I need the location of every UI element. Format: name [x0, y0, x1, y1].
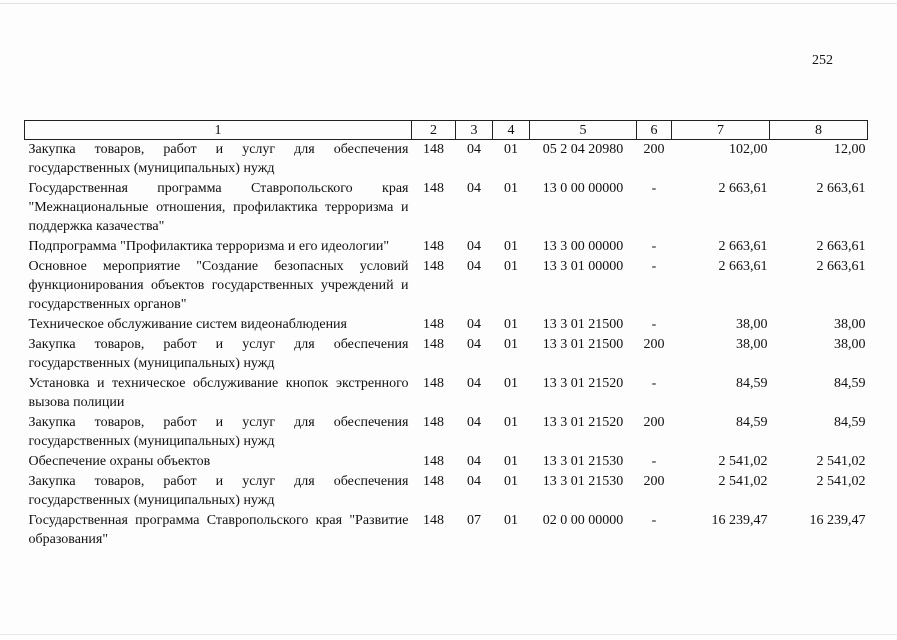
header-cell: 3	[456, 121, 493, 140]
cell-target-article: 13 0 00 00000	[542, 181, 624, 196]
cell-amount-2: 2 663,61	[816, 181, 866, 196]
cell-amount-1: 38,00	[736, 317, 768, 332]
row-name: Установка и техническое обслуживание кнопок экстренного вызова полиции	[28, 376, 409, 410]
cell-section: 04	[467, 239, 481, 254]
cell-section: 04	[467, 181, 481, 196]
header-cell: 7	[672, 121, 770, 140]
row-name: Закупка товаров, работ и услуг для обеспечения государственных (муниципальных) нужд	[28, 337, 409, 371]
cell-ministry: 148	[423, 513, 444, 528]
cell-ministry: 148	[423, 259, 444, 274]
cell-subsection: 01	[504, 454, 518, 469]
cell-section: 04	[467, 142, 481, 157]
cell-amount-2: 38,00	[834, 317, 866, 332]
cell-ministry: 148	[423, 474, 444, 489]
cell-amount-2: 38,00	[834, 337, 866, 352]
cell-amount-2: 2 541,02	[816, 454, 866, 469]
cell-expense-type: -	[651, 239, 657, 254]
table-row	[25, 140, 868, 180]
cell-amount-1: 2 541,02	[718, 454, 768, 469]
cell-expense-type: 200	[643, 474, 665, 489]
cell-amount-1: 102,00	[729, 142, 768, 157]
cell-subsection: 01	[504, 376, 518, 391]
cell-ministry: 148	[423, 317, 444, 332]
cell-target-article: 13 3 01 21500	[542, 317, 624, 332]
cell-amount-2: 12,00	[834, 142, 866, 157]
cell-section: 04	[467, 259, 481, 274]
cell-expense-type: -	[651, 259, 657, 274]
row-name: Закупка товаров, работ и услуг для обеспечения государственных (муниципальных) нужд	[28, 415, 409, 449]
page-number: 252	[812, 53, 833, 68]
cell-target-article: 13 3 01 21530	[542, 454, 624, 469]
cell-amount-2: 2 663,61	[816, 259, 866, 274]
cell-amount-2: 2 541,02	[816, 474, 866, 489]
table-row	[25, 237, 868, 257]
table-row	[25, 335, 868, 374]
scan-bottom-edge	[0, 634, 897, 635]
header-cell: 5	[530, 121, 637, 140]
cell-subsection: 01	[504, 337, 518, 352]
cell-subsection: 01	[504, 317, 518, 332]
cell-expense-type: -	[651, 317, 657, 332]
row-name: Основное мероприятие "Создание безопасных условий функционирования объектов государственных учреждений и государственных органов"	[28, 259, 409, 312]
cell-ministry: 148	[423, 181, 444, 196]
row-name: Закупка товаров, работ и услуг для обеспечения государственных (муниципальных) нужд	[28, 142, 409, 176]
cell-target-article: 02 0 00 00000	[542, 513, 624, 528]
table-row	[25, 511, 868, 550]
cell-target-article: 13 3 01 21520	[542, 415, 624, 430]
cell-ministry: 148	[423, 337, 444, 352]
row-name: Техническое обслуживание систем видеонаблюдения	[28, 317, 347, 332]
cell-target-article: 05 2 04 20980	[542, 142, 624, 157]
header-cell: 4	[493, 121, 530, 140]
cell-subsection: 01	[504, 181, 518, 196]
cell-amount-1: 2 541,02	[718, 474, 768, 489]
cell-subsection: 01	[504, 415, 518, 430]
cell-section: 04	[467, 376, 481, 391]
cell-amount-1: 2 663,61	[718, 259, 768, 274]
cell-target-article: 13 3 00 00000	[542, 239, 624, 254]
cell-expense-type: 200	[643, 142, 665, 157]
cell-ministry: 148	[423, 415, 444, 430]
row-name: Государственная программа Ставропольского края "Развитие образования"	[28, 513, 409, 547]
cell-subsection: 01	[504, 239, 518, 254]
cell-amount-1: 84,59	[736, 415, 768, 430]
table-row	[25, 315, 868, 335]
cell-expense-type: -	[651, 454, 657, 469]
cell-section: 04	[467, 317, 481, 332]
table-row	[25, 179, 868, 237]
cell-ministry: 148	[423, 142, 444, 157]
table-header-row	[25, 121, 868, 140]
cell-target-article: 13 3 01 00000	[542, 259, 624, 274]
cell-amount-2: 16 239,47	[809, 513, 866, 528]
cell-section: 04	[467, 337, 481, 352]
header-cell: 8	[770, 121, 868, 140]
cell-subsection: 01	[504, 474, 518, 489]
cell-expense-type: -	[651, 376, 657, 391]
row-name: Подпрограмма "Профилактика терроризма и его идеологии"	[28, 239, 390, 254]
table-row	[25, 257, 868, 315]
cell-target-article: 13 3 01 21520	[542, 376, 624, 391]
cell-amount-1: 38,00	[736, 337, 768, 352]
cell-amount-1: 2 663,61	[718, 239, 768, 254]
cell-section: 04	[467, 415, 481, 430]
cell-expense-type: 200	[643, 337, 665, 352]
cell-target-article: 13 3 01 21500	[542, 337, 624, 352]
cell-amount-1: 16 239,47	[711, 513, 768, 528]
table-row	[25, 472, 868, 511]
cell-ministry: 148	[423, 376, 444, 391]
cell-subsection: 01	[504, 513, 518, 528]
row-name: Обеспечение охраны объектов	[28, 454, 211, 469]
cell-ministry: 148	[423, 454, 444, 469]
cell-target-article: 13 3 01 21530	[542, 474, 624, 489]
cell-expense-type: -	[651, 513, 657, 528]
cell-amount-2: 2 663,61	[816, 239, 866, 254]
cell-subsection: 01	[504, 259, 518, 274]
cell-expense-type: 200	[643, 415, 665, 430]
row-name: Закупка товаров, работ и услуг для обеспечения государственных (муниципальных) нужд	[28, 474, 409, 508]
cell-amount-2: 84,59	[834, 376, 866, 391]
cell-ministry: 148	[423, 239, 444, 254]
header-cell: 1	[25, 121, 412, 140]
cell-subsection: 01	[504, 142, 518, 157]
table-row	[25, 413, 868, 452]
header-cell: 2	[412, 121, 456, 140]
cell-amount-2: 84,59	[834, 415, 866, 430]
row-name: Государственная программа Ставропольского края "Межнациональные отношения, профилактика терроризма и поддержка казачества"	[28, 181, 409, 234]
cell-amount-1: 2 663,61	[718, 181, 768, 196]
budget-table	[24, 120, 868, 550]
table-row	[25, 452, 868, 472]
cell-section: 04	[467, 474, 481, 489]
cell-expense-type: -	[651, 181, 657, 196]
header-cell: 6	[637, 121, 672, 140]
cell-section: 07	[467, 513, 481, 528]
cell-amount-1: 84,59	[736, 376, 768, 391]
scan-top-edge	[0, 3, 897, 4]
cell-section: 04	[467, 454, 481, 469]
table-row	[25, 374, 868, 413]
